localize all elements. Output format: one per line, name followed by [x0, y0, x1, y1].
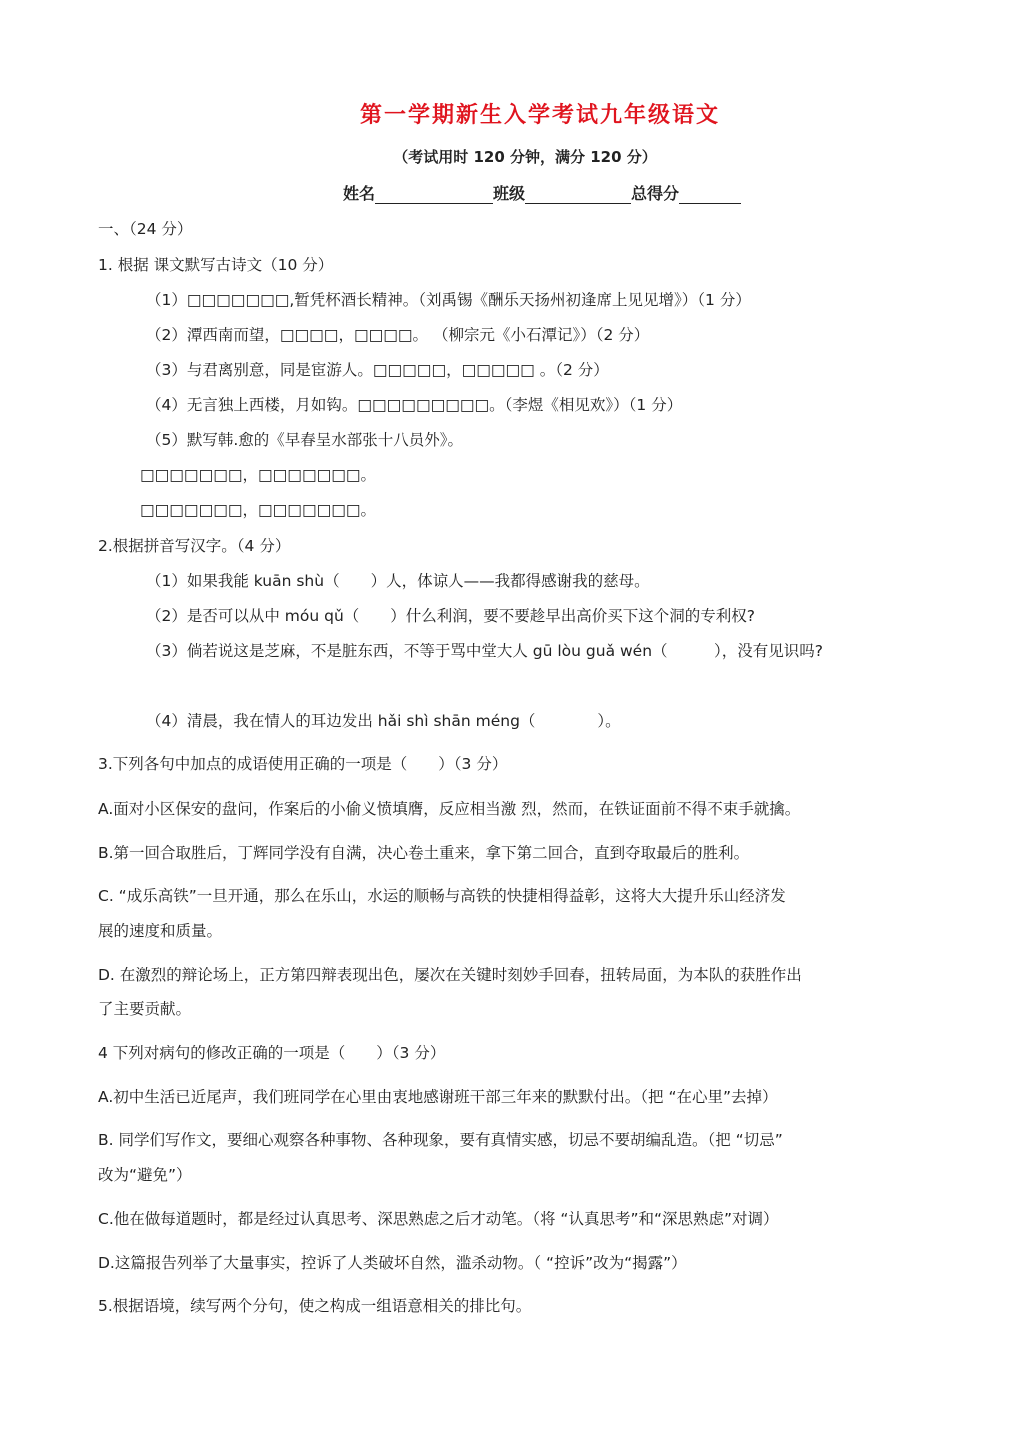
question-1-item-4: （4）无言独上西楼，月如钩。□□□□□□□□□。（李煜《相见欢》）（1 分） — [146, 396, 683, 414]
question-2-item-2: （2）是否可以从中 móu qǔ（ ）什么利润，要不要趁早出高价买下这个洞的专利权? — [146, 607, 756, 625]
exam-title: 第一学期新生入学考试九年级语文 — [359, 102, 720, 128]
question-3-option-c: C. “成乐高铁”一旦开通，那么在乐山，水运的顺畅与高铁的快捷相得益彰，这将大大提升乐山经济发 — [98, 887, 786, 905]
exam-subtitle: （考试用时 120 分钟，满分 120 分） — [393, 148, 657, 166]
question-4-option-b: B. 同学们写作文，要细心观察各种事物、各种现象，要有真情实感，切忌不要胡编乱造。（把 “切忌” — [98, 1131, 783, 1149]
section-heading: 一、（24 分） — [98, 220, 193, 238]
question-4: 4 下列对病句的修改正确的一项是（ ）（3 分） — [98, 1044, 446, 1062]
question-2: 2.根据拼音写汉字。（4 分） — [98, 537, 291, 555]
question-3-option-d-cont: 了主要贡献。 — [98, 1000, 192, 1018]
question-2-item-3: （3）倘若说这是芝麻，不是脏东西，不等于骂中堂大人 gū lòu guǎ wén（ ），没有见识吗? — [146, 642, 824, 660]
question-4-option-b-cont: 改为“避免”） — [98, 1166, 192, 1184]
question-1-item-1: （1）□□□□□□□,暂凭杯酒长精神。（刘禹锡《酬乐天扬州初逢席上见见增》）（1 分） — [146, 291, 751, 309]
question-3-option-b: B.第一回合取胜后，丁辉同学没有自满，决心卷土重来，拿下第二回合，直到夺取最后的胜利。 — [98, 844, 750, 862]
question-4-option-a: A.初中生活已近尾声，我们班同学在心里由衷地感谢班干部三年来的默默付出。（把 “在心里”去掉） — [98, 1088, 778, 1106]
student-info-row — [343, 181, 741, 204]
score-label: 总得分 — [631, 184, 680, 203]
name-blank — [375, 185, 493, 204]
question-2-item-1: （1）如果我能 kuān shù（ ）人，体谅人——我都得感谢我的慈母。 — [146, 572, 650, 590]
question-1-item-3: （3）与君离别意，同是宦游人。□□□□□，□□□□□ 。（2 分） — [146, 361, 609, 379]
question-3-option-c-cont: 展的速度和质量。 — [98, 922, 223, 940]
question-3: 3.下列各句中加点的成语使用正确的一项是（ ）（3 分） — [98, 755, 508, 773]
question-3-option-a: A.面对小区保安的盘问，作案后的小偷义愤填膺，反应相当激 烈，然而，在铁证面前不得不束手就擒。 — [98, 800, 801, 818]
class-label: 班级 — [493, 184, 526, 203]
name-label: 姓名 — [343, 184, 376, 203]
question-1-item-5: （5）默写韩.愈的《早春呈水部张十八员外》。 — [146, 431, 464, 449]
answer-blank-line: □□□□□□□，□□□□□□□。 — [140, 501, 377, 519]
question-3-option-d: D. 在激烈的辩论场上，正方第四辩表现出色，屡次在关键时刻妙手回春，扭转局面，为本队的获胜作出 — [98, 966, 802, 984]
question-5: 5.根据语境，续写两个分句，使之构成一组语意相关的排比句。 — [98, 1297, 532, 1315]
score-blank — [679, 185, 741, 204]
question-4-option-c: C.他在做每道题时，都是经过认真思考、深思熟虑之后才动笔。（将 “认真思考”和“深思熟虑”对调） — [98, 1210, 779, 1228]
question-4-option-d: D.这篇报告列举了大量事实，控诉了人类破坏自然，滥杀动物。（ “控诉”改为“揭露”） — [98, 1254, 687, 1272]
question-2-item-4: （4）清晨，我在情人的耳边发出 hǎi shì shān méng（ ）。 — [146, 712, 621, 730]
question-1-item-2: （2）潭西南而望，□□□□，□□□□。 （柳宗元《小石潭记》）（2 分） — [146, 326, 650, 344]
answer-blank-line: □□□□□□□，□□□□□□□。 — [140, 466, 377, 484]
question-1: 1. 根据 课文默写古诗文（10 分） — [98, 256, 334, 274]
class-blank — [525, 185, 631, 204]
